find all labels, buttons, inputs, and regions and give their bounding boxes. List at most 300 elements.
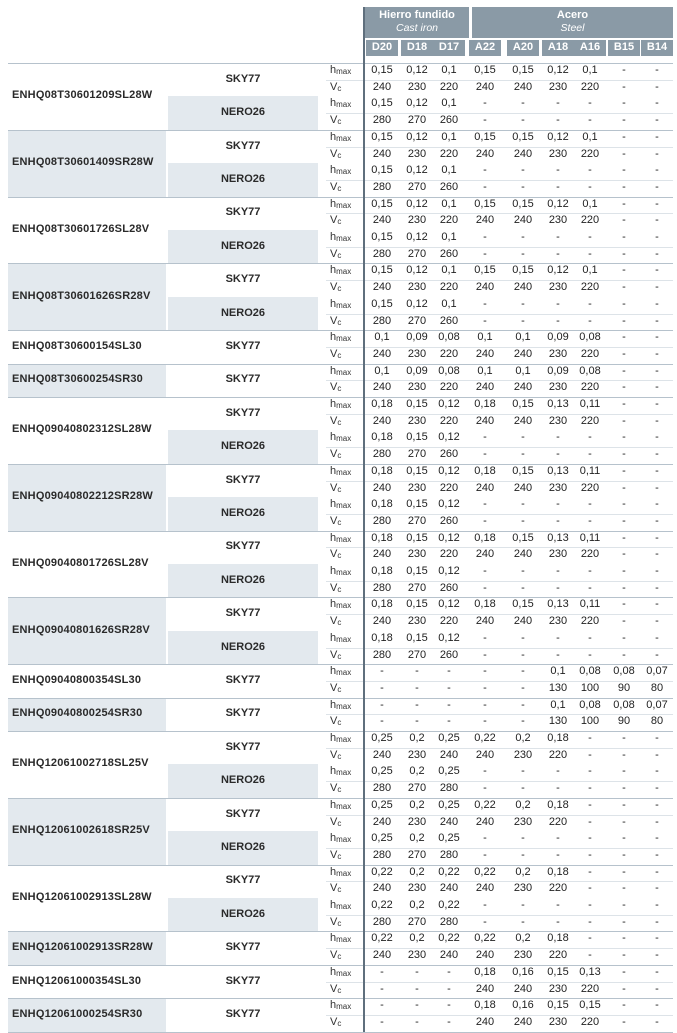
- param-label-hmax: $h_{max}$: [330, 97, 352, 110]
- value-cell: -: [588, 765, 592, 778]
- header-group-steel: [472, 7, 673, 38]
- value-cell: -: [483, 681, 487, 694]
- value-cell: 0,2: [515, 865, 531, 878]
- value-cell: -: [588, 865, 592, 878]
- value-cell: -: [622, 882, 626, 895]
- value-cell: -: [588, 565, 592, 577]
- value-cell: 240: [372, 815, 392, 828]
- value-cell: 230: [407, 815, 427, 828]
- grade-label: SKY77: [225, 740, 261, 753]
- value-cell: 0,13: [547, 464, 569, 477]
- value-cell: -: [521, 514, 525, 527]
- value-cell: 220: [439, 381, 459, 394]
- value-cell: -: [588, 164, 592, 177]
- insert-code: ENHQ09040801726SL28V: [12, 557, 149, 569]
- value-cell: 0,11: [579, 531, 601, 544]
- value-cell: 0,13: [579, 965, 601, 978]
- value-cell: 230: [513, 949, 533, 962]
- param-label-vc: $V_c$: [330, 815, 342, 828]
- value-cell: 0,15: [406, 431, 428, 444]
- value-cell: 240: [475, 281, 495, 294]
- value-cell: 230: [407, 381, 427, 394]
- value-cell: 0,09: [547, 331, 569, 344]
- value-cell: -: [483, 765, 487, 778]
- value-cell: 0,12: [547, 197, 569, 210]
- value-cell: 280: [439, 848, 459, 861]
- param-label-hmax: $h_{max}$: [330, 498, 352, 511]
- value-cell: 240: [439, 748, 459, 761]
- value-cell: -: [483, 231, 487, 243]
- value-cell: 220: [439, 214, 459, 227]
- grade-label: NERO26: [220, 106, 266, 119]
- value-cell: 0,12: [438, 598, 460, 611]
- value-cell: 0,18: [474, 598, 496, 611]
- value-cell: -: [655, 164, 659, 177]
- param-label-hmax: $h_{max}$: [330, 765, 352, 778]
- value-cell: 0,2: [409, 765, 425, 778]
- value-cell: -: [521, 915, 525, 928]
- value-cell: -: [556, 514, 560, 527]
- value-cell: -: [556, 782, 560, 795]
- value-cell: -: [622, 464, 626, 477]
- value-cell: -: [521, 231, 525, 243]
- value-cell: 0,15: [512, 531, 534, 544]
- value-cell: -: [415, 681, 419, 694]
- value-cell: -: [588, 732, 592, 744]
- grade-label: SKY77: [225, 139, 261, 152]
- param-label-vc: $V_c$: [330, 782, 342, 795]
- value-cell: -: [622, 64, 626, 76]
- value-cell: 0,1: [477, 331, 493, 344]
- value-cell: 270: [407, 848, 427, 861]
- value-cell: 0,12: [547, 264, 569, 277]
- value-cell: 0,12: [406, 231, 428, 243]
- value-cell: 240: [513, 982, 533, 995]
- value-cell: 0,1: [582, 64, 598, 76]
- value-cell: -: [483, 899, 487, 911]
- value-cell: 0,25: [438, 832, 460, 845]
- value-cell: -: [655, 965, 659, 978]
- value-cell: 260: [439, 247, 459, 260]
- value-cell: 0,12: [438, 565, 460, 577]
- value-cell: 0,15: [512, 64, 534, 76]
- value-cell: 0,09: [547, 364, 569, 377]
- value-cell: 0,25: [371, 732, 393, 744]
- param-label-vc: $V_c$: [330, 915, 342, 928]
- value-cell: 240: [475, 748, 495, 761]
- value-cell: -: [622, 197, 626, 210]
- value-cell: -: [588, 314, 592, 327]
- param-label-hmax: $h_{max}$: [330, 865, 352, 878]
- grade-label: SKY77: [225, 707, 261, 720]
- param-label-hmax: $h_{max}$: [330, 164, 352, 177]
- value-cell: -: [622, 732, 626, 744]
- value-cell: 0,12: [438, 631, 460, 644]
- value-cell: 0,15: [474, 130, 496, 143]
- value-cell: 230: [548, 481, 568, 494]
- column-header: B14: [641, 40, 673, 56]
- param-label-hmax: $h_{max}$: [330, 899, 352, 911]
- value-cell: 0,1: [441, 64, 457, 76]
- value-cell: 0,18: [371, 598, 393, 611]
- value-cell: 220: [580, 147, 600, 160]
- value-cell: 0,09: [406, 364, 428, 377]
- value-cell: 0,12: [406, 264, 428, 277]
- value-cell: 230: [548, 381, 568, 394]
- value-cell: -: [556, 498, 560, 511]
- param-separator: [326, 848, 673, 849]
- grade-label: NERO26: [220, 640, 266, 653]
- param-label-vc: $V_c$: [330, 514, 342, 527]
- value-cell: -: [655, 347, 659, 360]
- value-cell: -: [415, 999, 419, 1012]
- value-cell: 0,12: [438, 431, 460, 444]
- value-cell: -: [655, 598, 659, 611]
- value-cell: 0,18: [547, 865, 569, 878]
- value-cell: -: [622, 631, 626, 644]
- value-cell: 220: [580, 1015, 600, 1028]
- value-cell: -: [521, 247, 525, 260]
- value-cell: -: [655, 414, 659, 427]
- value-cell: 0,08: [579, 364, 601, 377]
- value-cell: 0,15: [371, 64, 393, 76]
- value-cell: -: [655, 615, 659, 628]
- value-cell: 220: [439, 548, 459, 561]
- value-cell: 240: [513, 381, 533, 394]
- value-cell: 0,08: [579, 665, 601, 678]
- value-cell: -: [655, 815, 659, 828]
- param-separator: [326, 681, 673, 682]
- value-cell: -: [483, 715, 487, 728]
- value-cell: -: [521, 581, 525, 594]
- value-cell: -: [622, 648, 626, 661]
- value-cell: -: [622, 782, 626, 795]
- header-group-sublabel: Steel: [560, 22, 585, 34]
- grade-label: NERO26: [220, 172, 266, 185]
- value-cell: -: [655, 932, 659, 945]
- column-separator: [363, 7, 365, 1032]
- param-label-hmax: $h_{max}$: [330, 832, 352, 845]
- value-cell: 240: [513, 147, 533, 160]
- value-cell: 0,12: [406, 297, 428, 310]
- value-cell: 0,15: [512, 398, 534, 410]
- value-cell: 0,15: [371, 297, 393, 310]
- value-cell: -: [622, 264, 626, 277]
- value-cell: -: [622, 598, 626, 611]
- value-cell: -: [521, 698, 525, 711]
- value-cell: 240: [439, 882, 459, 895]
- value-cell: 240: [513, 548, 533, 561]
- param-separator: [326, 547, 673, 548]
- value-cell: 0,1: [441, 130, 457, 143]
- value-cell: 80: [650, 681, 664, 694]
- value-cell: 220: [580, 615, 600, 628]
- value-cell: 0,13: [547, 398, 569, 410]
- param-label-vc: $V_c$: [330, 147, 342, 160]
- value-cell: -: [483, 180, 487, 193]
- value-cell: 230: [513, 748, 533, 761]
- value-cell: 0,15: [512, 464, 534, 477]
- grade-label: SKY77: [225, 473, 261, 486]
- value-cell: 0,22: [474, 732, 496, 744]
- value-cell: -: [556, 581, 560, 594]
- param-label-hmax: $h_{max}$: [330, 965, 352, 978]
- value-cell: -: [447, 999, 451, 1012]
- value-cell: 0,25: [438, 765, 460, 778]
- value-cell: -: [521, 297, 525, 310]
- value-cell: 0,15: [512, 130, 534, 143]
- column-header: A22: [469, 40, 501, 56]
- value-cell: -: [622, 531, 626, 544]
- value-cell: -: [556, 832, 560, 845]
- param-label-vc: $V_c$: [330, 381, 342, 394]
- value-cell: -: [483, 631, 487, 644]
- value-cell: -: [622, 899, 626, 911]
- value-cell: 0,11: [579, 398, 601, 410]
- value-cell: 0,2: [409, 899, 425, 911]
- value-cell: -: [622, 548, 626, 561]
- value-cell: -: [556, 448, 560, 461]
- value-cell: -: [521, 648, 525, 661]
- value-cell: 230: [548, 281, 568, 294]
- value-cell: 0,1: [441, 231, 457, 243]
- value-cell: 0,15: [371, 264, 393, 277]
- value-cell: 260: [439, 448, 459, 461]
- value-cell: -: [380, 698, 384, 711]
- param-label-hmax: $h_{max}$: [330, 64, 352, 76]
- value-cell: 240: [439, 815, 459, 828]
- value-cell: 240: [372, 615, 392, 628]
- value-cell: 0,12: [406, 197, 428, 210]
- value-cell: 0,13: [547, 598, 569, 611]
- value-cell: 0,1: [550, 665, 566, 678]
- value-cell: 240: [475, 214, 495, 227]
- value-cell: 220: [580, 214, 600, 227]
- param-label-vc: $V_c$: [330, 848, 342, 861]
- value-cell: 0,1: [515, 331, 531, 344]
- value-cell: 260: [439, 180, 459, 193]
- value-cell: 0,12: [406, 164, 428, 177]
- param-label-hmax: $h_{max}$: [330, 297, 352, 310]
- column-header: A20: [507, 40, 539, 56]
- value-cell: -: [521, 782, 525, 795]
- grade-label: SKY77: [225, 406, 261, 419]
- value-cell: 230: [407, 347, 427, 360]
- value-cell: -: [655, 180, 659, 193]
- insert-code: ENHQ09040802312SL28W: [12, 423, 152, 436]
- grade-label: SKY77: [225, 874, 261, 887]
- param-label-vc: $V_c$: [330, 314, 342, 327]
- value-cell: -: [521, 97, 525, 110]
- value-cell: 240: [372, 147, 392, 160]
- value-cell: -: [655, 297, 659, 310]
- param-label-hmax: $h_{max}$: [330, 798, 352, 811]
- column-header: D20: [366, 40, 398, 56]
- param-label-vc: $V_c$: [330, 247, 342, 260]
- value-cell: 0,1: [374, 331, 390, 344]
- value-cell: 240: [513, 1015, 533, 1028]
- value-cell: 0,15: [371, 164, 393, 177]
- value-cell: 0,15: [547, 965, 569, 978]
- value-cell: 240: [372, 214, 392, 227]
- value-cell: 0,15: [474, 264, 496, 277]
- value-cell: 230: [548, 147, 568, 160]
- value-cell: -: [622, 231, 626, 243]
- grade-label: SKY77: [225, 807, 261, 820]
- value-cell: -: [622, 130, 626, 143]
- value-cell: 280: [372, 448, 392, 461]
- row-separator: [8, 1032, 673, 1033]
- value-cell: -: [622, 765, 626, 778]
- value-cell: -: [588, 815, 592, 828]
- value-cell: -: [556, 231, 560, 243]
- value-cell: 270: [407, 782, 427, 795]
- param-label-hmax: $h_{max}$: [330, 364, 352, 377]
- value-cell: -: [622, 915, 626, 928]
- value-cell: 0,15: [371, 97, 393, 110]
- value-cell: 0,2: [409, 932, 425, 945]
- value-cell: 220: [548, 882, 568, 895]
- value-cell: 220: [439, 414, 459, 427]
- value-cell: 0,12: [406, 97, 428, 110]
- value-cell: 270: [407, 314, 427, 327]
- value-cell: 280: [372, 180, 392, 193]
- value-cell: -: [655, 882, 659, 895]
- value-cell: 0,18: [371, 398, 393, 410]
- value-cell: 270: [407, 581, 427, 594]
- value-cell: -: [556, 297, 560, 310]
- param-label-hmax: $h_{max}$: [330, 732, 352, 744]
- header-group-label: Hierro fundido: [379, 9, 455, 21]
- param-label-hmax: $h_{max}$: [330, 264, 352, 277]
- value-cell: -: [655, 581, 659, 594]
- value-cell: 280: [372, 648, 392, 661]
- value-cell: -: [622, 581, 626, 594]
- value-cell: -: [655, 64, 659, 76]
- grade-label: SKY77: [225, 273, 261, 286]
- value-cell: -: [415, 698, 419, 711]
- param-label-vc: $V_c$: [330, 114, 342, 127]
- param-label-vc: $V_c$: [330, 481, 342, 494]
- value-cell: -: [447, 681, 451, 694]
- value-cell: -: [521, 314, 525, 327]
- value-cell: 130: [548, 681, 568, 694]
- value-cell: -: [483, 164, 487, 177]
- value-cell: 240: [372, 281, 392, 294]
- value-cell: 230: [407, 748, 427, 761]
- value-cell: 280: [372, 848, 392, 861]
- value-cell: -: [655, 281, 659, 294]
- param-label-hmax: $h_{max}$: [330, 464, 352, 477]
- value-cell: -: [588, 798, 592, 811]
- value-cell: -: [380, 681, 384, 694]
- column-header: D17: [433, 40, 465, 56]
- value-cell: -: [483, 247, 487, 260]
- param-label-hmax: $h_{max}$: [330, 130, 352, 143]
- value-cell: 0,18: [474, 999, 496, 1012]
- value-cell: 0,08: [613, 665, 635, 678]
- value-cell: 100: [580, 715, 600, 728]
- value-cell: -: [588, 848, 592, 861]
- value-cell: -: [588, 498, 592, 511]
- value-cell: 240: [372, 80, 392, 93]
- value-cell: -: [655, 130, 659, 143]
- value-cell: 0,08: [579, 331, 601, 344]
- grade-label: SKY77: [225, 72, 261, 85]
- value-cell: -: [447, 965, 451, 978]
- value-cell: -: [622, 314, 626, 327]
- value-cell: -: [655, 364, 659, 377]
- value-cell: 280: [439, 915, 459, 928]
- value-cell: -: [655, 732, 659, 744]
- value-cell: 220: [580, 347, 600, 360]
- value-cell: -: [415, 982, 419, 995]
- value-cell: -: [622, 180, 626, 193]
- value-cell: 0,2: [409, 798, 425, 811]
- param-separator: [326, 714, 673, 715]
- value-cell: -: [622, 865, 626, 878]
- value-cell: -: [380, 1015, 384, 1028]
- value-cell: -: [483, 581, 487, 594]
- value-cell: 280: [372, 581, 392, 594]
- value-cell: 0,15: [474, 64, 496, 76]
- value-cell: -: [622, 514, 626, 527]
- value-cell: 240: [475, 1015, 495, 1028]
- param-label-hmax: $h_{max}$: [330, 932, 352, 945]
- value-cell: -: [447, 1015, 451, 1028]
- value-cell: 0,1: [441, 297, 457, 310]
- value-cell: 240: [513, 80, 533, 93]
- value-cell: -: [556, 97, 560, 110]
- value-cell: 240: [513, 414, 533, 427]
- value-cell: 230: [548, 347, 568, 360]
- param-label-vc: $V_c$: [330, 982, 342, 995]
- value-cell: -: [483, 97, 487, 110]
- grade-label: SKY77: [225, 206, 261, 219]
- value-cell: 220: [439, 615, 459, 628]
- value-cell: 240: [372, 748, 392, 761]
- value-cell: -: [655, 431, 659, 444]
- value-cell: 240: [439, 949, 459, 962]
- param-separator: [326, 781, 673, 782]
- value-cell: -: [483, 782, 487, 795]
- value-cell: -: [588, 832, 592, 845]
- value-cell: -: [655, 448, 659, 461]
- value-cell: 230: [548, 214, 568, 227]
- value-cell: 240: [513, 615, 533, 628]
- value-cell: -: [588, 648, 592, 661]
- value-cell: 0,13: [547, 531, 569, 544]
- param-label-hmax: $h_{max}$: [330, 598, 352, 611]
- value-cell: 0,1: [477, 364, 493, 377]
- value-cell: 0,18: [547, 732, 569, 744]
- value-cell: -: [622, 214, 626, 227]
- value-cell: -: [521, 681, 525, 694]
- value-cell: 0,22: [474, 932, 496, 945]
- value-cell: 90: [617, 681, 631, 694]
- insert-code: ENHQ09040801626SR28V: [12, 623, 150, 636]
- value-cell: 230: [407, 882, 427, 895]
- value-cell: -: [622, 565, 626, 577]
- param-label-hmax: $h_{max}$: [330, 431, 352, 444]
- grade-label: NERO26: [220, 440, 266, 453]
- value-cell: 260: [439, 648, 459, 661]
- param-label-hmax: $h_{max}$: [330, 698, 352, 711]
- value-cell: -: [588, 514, 592, 527]
- value-cell: -: [655, 949, 659, 962]
- value-cell: -: [556, 648, 560, 661]
- value-cell: -: [588, 297, 592, 310]
